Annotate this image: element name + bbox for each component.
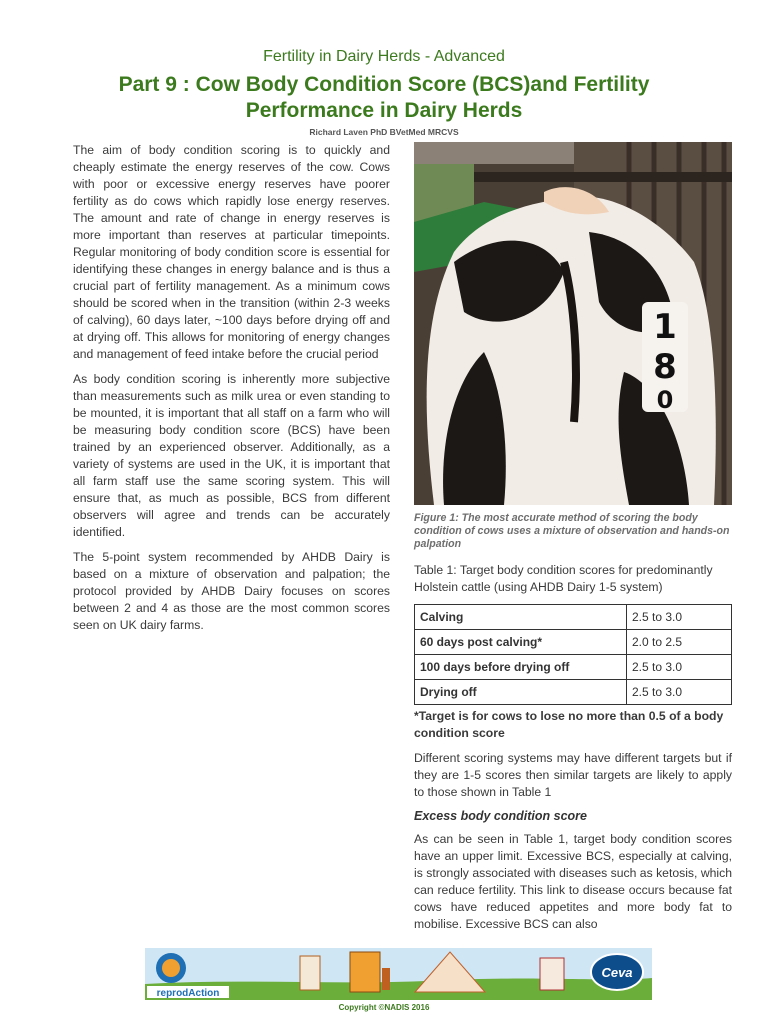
table-row: [415, 680, 732, 705]
figure-caption: Figure 1: The most accurate method of scoring the body condition of cows uses a mixture of observation and hands-on palpation: [414, 512, 730, 550]
reprodaction-logo-icon: [156, 953, 186, 983]
body-paragraph-2: As body condition scoring is inherently more subjective than measurements such as milk urea or even standing to be mounted, it is important that all staff on a farm who will be measuring body condition score (BCS) have been trained by an experienced observer. Additionally, as a variety of systems are used in the UK, it is important that all farm staff use the same scoring system. This will ensure that, as much as possible, BCS from different observers will agree and trends can be accurately identified.: [73, 372, 390, 539]
document-subtitle: Fertility in Dairy Herds - Advanced: [263, 48, 505, 65]
author-line: Richard Laven PhD BVetMed MRCVS: [309, 127, 459, 137]
table-cell-label: Drying off: [415, 680, 627, 705]
ear-tag-digit-2: 8: [653, 347, 677, 387]
right-paragraph-2: As can be seen in Table 1, target body condition scores have an upper limit. Excessive BCS, especially at calving, is strongly associated with diseases such as ketosis, which can reduce fertility. This link to disease occurs because fat cows have reduced appetites and more body fat to mobilise. Excessive BCS can also: [414, 832, 732, 931]
table-cell-value: 2.5 to 3.0: [627, 680, 732, 705]
table-cell-label: Calving: [415, 605, 627, 630]
body-paragraph-3: The 5-point system recommended by AHDB Dairy is based on a mixture of observation and palpation; the protocol provided by AHDB Dairy focuses on scores between 2 and 4 as those are the most common scores seen on UK dairy farms.: [73, 550, 390, 632]
sponsor-banner: [145, 948, 652, 1000]
table-cell-value: 2.0 to 2.5: [627, 630, 732, 655]
document-title: Part 9 : Cow Body Condition Score (BCS)and Fertility Performance in Dairy Herds: [118, 73, 650, 122]
ear-tag-digit-1: 1: [653, 307, 677, 347]
table-row: [415, 655, 732, 680]
table-footnote: *Target is for cows to lose no more than 0.5 of a body condition score: [414, 709, 724, 740]
cow-photo: [414, 142, 732, 505]
table-cell-label: 60 days post calving*: [415, 630, 627, 655]
table-cell-label: 100 days before drying off: [415, 655, 627, 680]
banner-brand-left: reprodAction: [156, 988, 220, 999]
right-paragraph-1: Different scoring systems may have different targets but if they are 1-5 scores then similar targets are likely to apply to those shown in Table 1: [414, 751, 732, 799]
table-cell-value: 2.5 to 3.0: [627, 605, 732, 630]
table-cell-value: 2.5 to 3.0: [627, 655, 732, 680]
bcs-target-table: [414, 604, 732, 705]
body-paragraph-1: The aim of body condition scoring is to quickly and cheaply estimate the energy reserves of the cow. Cows with poor or excessive energy reserves have poorer fertility as do cows which rapidly lose energy reserves. The amount and rate of change in energy reserves is more important than reserves at particular timepoints. Regular monitoring of body condition score is essential for identifying these changes in energy balance and is thus a crucial part of fertility management. As a minimum cows should be scored when in the transition (within 2-3 weeks of calving), 60 days later, ~100 days before drying off and at drying off. This allows for monitoring of energy changes and management of feed intake before the crucial period: [73, 143, 390, 361]
ear-tag-digit-3: 0: [656, 386, 674, 414]
left-column: [73, 142, 390, 642]
right-column: [414, 562, 732, 941]
table-row: [415, 630, 732, 655]
table-row: [415, 605, 732, 630]
copyright-footer: Copyright ©NADIS 2016: [338, 1003, 430, 1012]
section-heading: Excess body condition score: [414, 809, 587, 823]
table-title: Table 1: Target body condition scores for predominantly Holstein cattle (using AHDB Dairy 1-5 system): [414, 563, 713, 594]
banner-brand-right: Ceva: [601, 965, 633, 980]
